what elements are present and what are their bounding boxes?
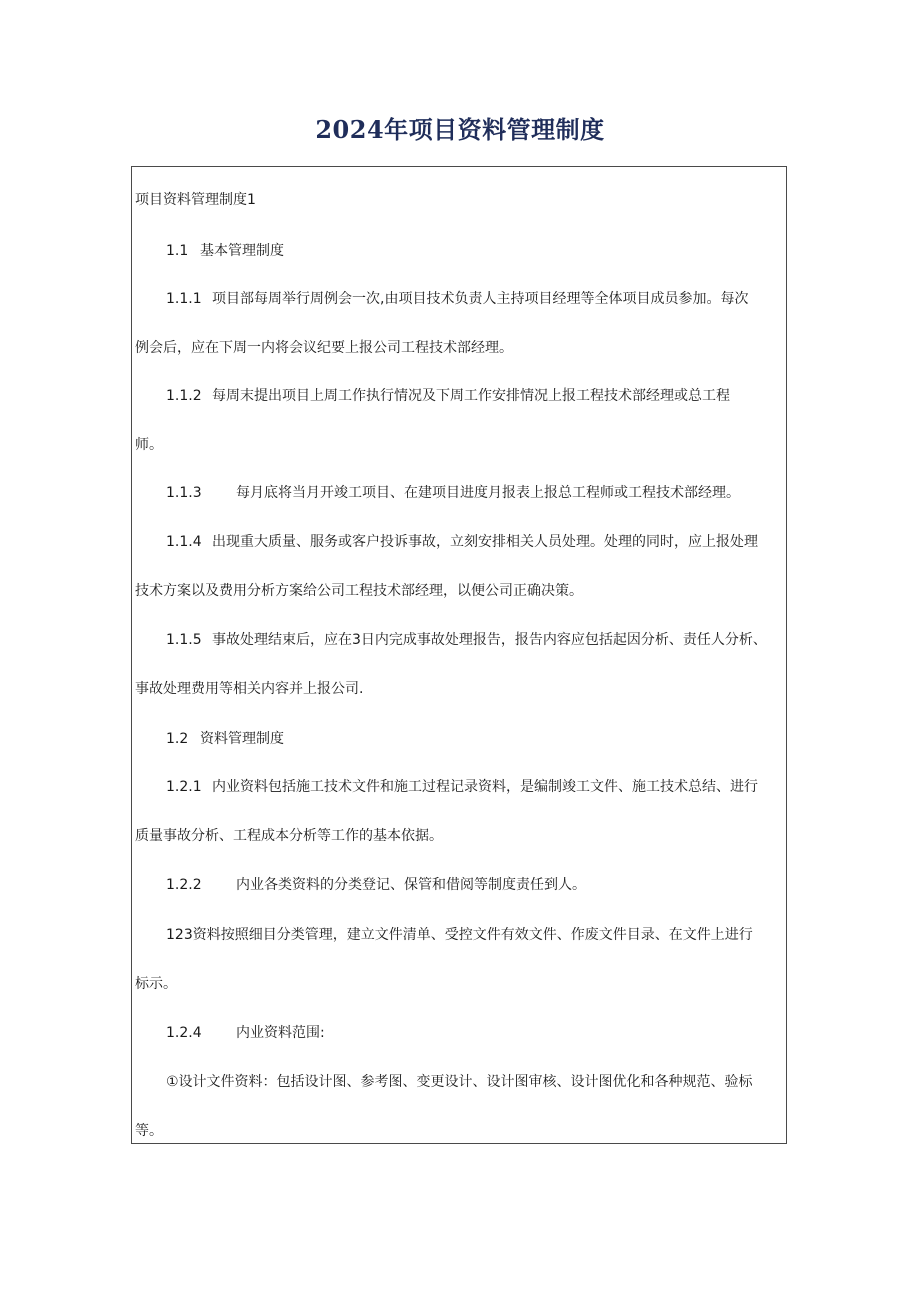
clause-text: 内业资料范围:	[236, 1025, 325, 1041]
clause-1-1-1-continuation: 例会后，应在下周一内将会议纪要上报公司工程技术部经理。	[135, 340, 513, 356]
clause-number: 1.1.4	[166, 534, 202, 550]
clause-number: 1.1.3	[166, 485, 202, 501]
clause-text: 每周末提出项目上周工作执行情况及下周工作安排情况上报工程技术部经理或总工程	[212, 388, 730, 404]
clause-text: 内业各类资料的分类登记、保管和借阅等制度责任到人。	[236, 877, 586, 893]
clause-text: 每月底将当月开竣工项目、在建项目进度月报表上报总工程师或工程技术部经理。	[236, 485, 740, 501]
clause-1-2-1-continuation: 质量事故分析、工程成本分析等工作的基本依据。	[135, 828, 443, 844]
list-item-1: ①设计文件资料：包括设计图、参考图、变更设计、设计图审核、设计图优化和各种规范、验标	[166, 1074, 753, 1090]
section-number: 1.1	[166, 243, 189, 259]
clause-1-1-5	[166, 630, 767, 650]
clause-1-2-4	[166, 1023, 325, 1043]
section-1-1	[166, 241, 284, 261]
clause-text: 出现重大质量、服务或客户投诉事故，立刻安排相关人员处理。处理的同时，应上报处理	[212, 534, 758, 550]
clause-1-1-2	[166, 386, 730, 406]
clause-number: 1.1.5	[166, 632, 202, 648]
clause-1-1-5-continuation: 事故处理费用等相关内容并上报公司.	[135, 681, 364, 697]
content-frame	[131, 166, 787, 1144]
clause-text: 事故处理结束后，应在3日内完成事故处理报告，报告内容应包括起因分析、责任人分析、	[212, 632, 767, 648]
section-text: 资料管理制度	[200, 731, 284, 747]
clause-1-2-2	[166, 875, 586, 895]
clause-number: 1.1.2	[166, 388, 202, 404]
clause-1-1-3	[166, 483, 740, 503]
clause-1-2-1	[166, 777, 758, 797]
list-item-1-continuation: 等。	[135, 1123, 163, 1139]
clause-1-1-4-continuation: 技术方案以及费用分析方案给公司工程技术部经理，以便公司正确决策。	[135, 583, 583, 599]
clause-1-1-1	[166, 289, 748, 309]
section-heading: 项目资料管理制度1	[135, 192, 256, 208]
clause-number: 1.2.4	[166, 1025, 202, 1041]
clause-number: 1.1.1	[166, 291, 202, 307]
section-number: 1.2	[166, 731, 189, 747]
clause-1-1-2-continuation: 师。	[135, 437, 163, 453]
clause-text: 内业资料包括施工技术文件和施工过程记录资料，是编制竣工文件、施工技术总结、进行	[212, 779, 758, 795]
section-1-2	[166, 729, 284, 749]
clause-number: 1.2.1	[166, 779, 202, 795]
clause-1-2-3-continuation: 标示。	[135, 976, 177, 992]
clause-1-2-3: 123资料按照细目分类管理，建立文件清单、受控文件有效文件、作废文件目录、在文件上进行	[166, 927, 753, 943]
clause-text: 项目部每周举行周例会一次,由项目技术负责人主持项目经理等全体项目成员参加。每次	[212, 291, 749, 307]
section-text: 基本管理制度	[200, 243, 284, 259]
document-title: 2024年项目资料管理制度	[315, 115, 605, 144]
clause-1-1-4	[166, 532, 758, 552]
clause-number: 1.2.2	[166, 877, 202, 893]
